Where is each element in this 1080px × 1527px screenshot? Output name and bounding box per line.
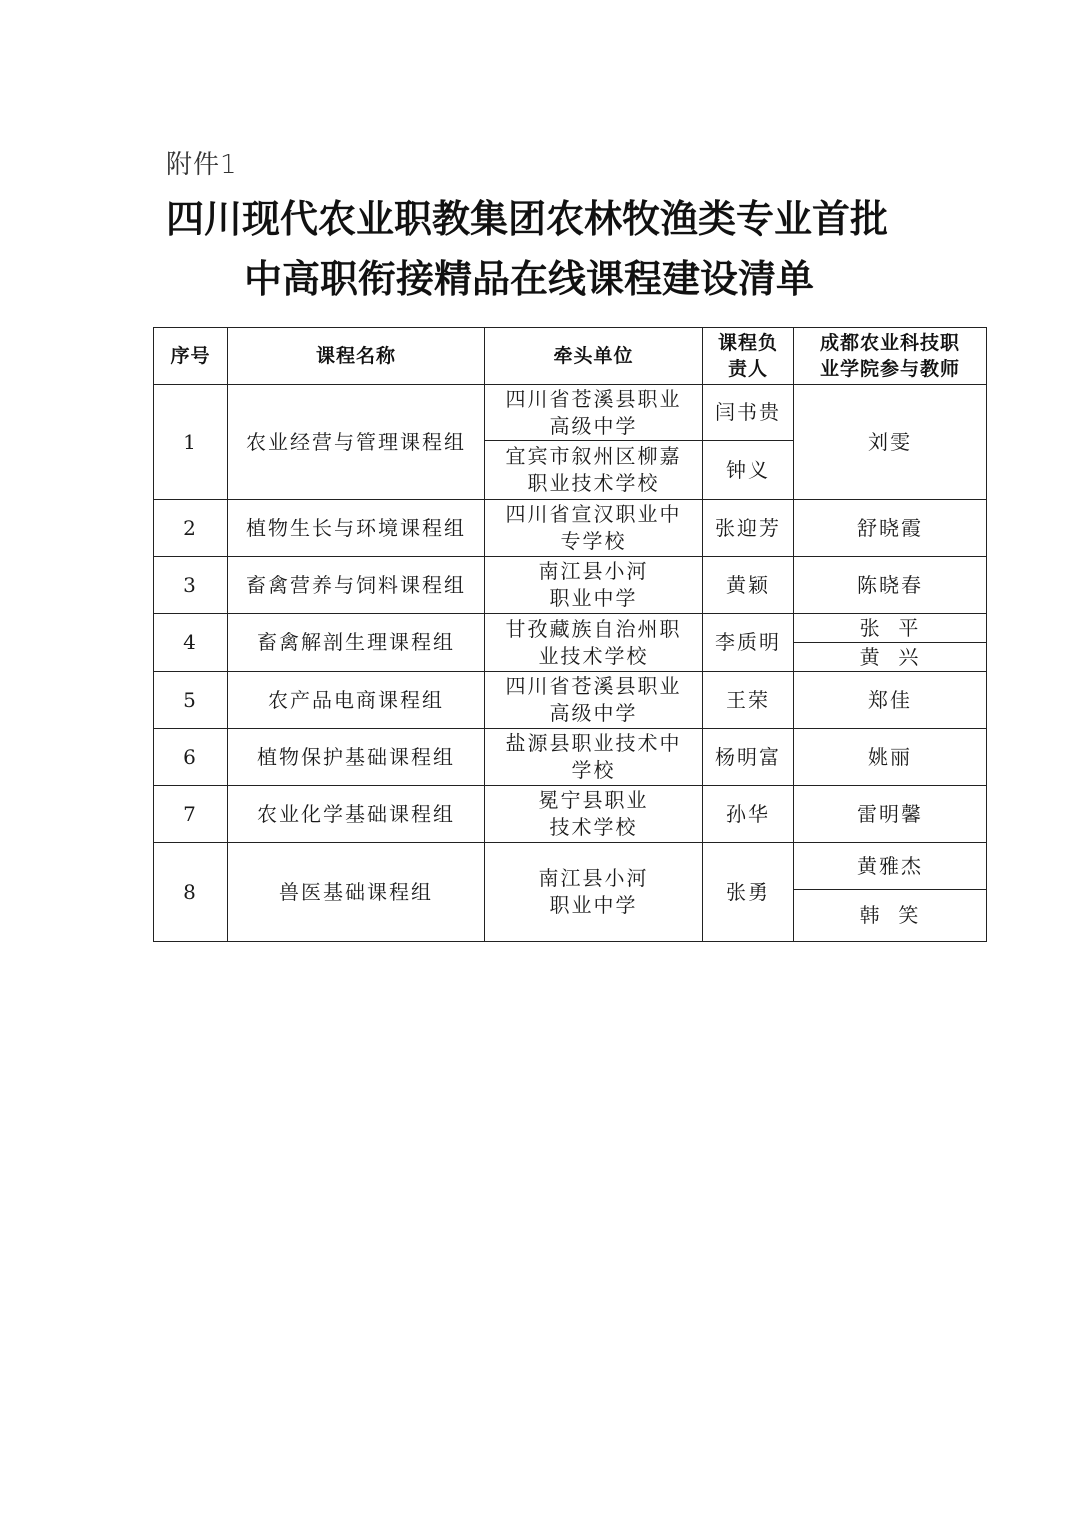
lead-unit-line1: 四川省苍溪县职业 — [505, 386, 682, 411]
table-row — [154, 843, 987, 890]
header-teacher — [794, 328, 987, 385]
lead-unit — [485, 614, 703, 672]
teacher: 姚丽 — [794, 729, 987, 786]
lead-unit-line1: 四川省宣汉职业中 — [505, 502, 682, 526]
teacher: 张 平 — [794, 614, 987, 643]
course-name: 畜禽解剖生理课程组 — [228, 614, 485, 672]
table-row — [154, 786, 987, 843]
course-lead: 张勇 — [703, 843, 794, 942]
row-no: 5 — [154, 672, 228, 729]
lead-unit-line1: 南江县小河 — [538, 559, 649, 583]
teacher: 雷明馨 — [794, 786, 987, 843]
page-title-line-1: 四川现代农业职教集团农林牧渔类专业首批 — [166, 197, 889, 241]
course-lead: 闫书贵 — [703, 385, 794, 441]
row-no: 8 — [154, 843, 228, 942]
lead-unit — [485, 786, 703, 843]
lead-unit-line2: 职业技术学校 — [527, 471, 660, 495]
lead-unit — [485, 672, 703, 729]
row-no: 2 — [154, 500, 228, 557]
lead-unit-line2: 技术学校 — [549, 815, 638, 839]
table-row — [154, 500, 987, 557]
row-no: 3 — [154, 557, 228, 614]
lead-unit-line2: 高级中学 — [549, 413, 638, 438]
lead-unit-line2: 专学校 — [560, 529, 627, 553]
row-no: 1 — [154, 385, 228, 500]
lead-unit-line2: 高级中学 — [549, 701, 638, 725]
table-row — [154, 385, 987, 441]
table-row — [154, 672, 987, 729]
row-no: 6 — [154, 729, 228, 786]
table-row — [154, 729, 987, 786]
lead-unit-line2: 职业中学 — [549, 893, 638, 917]
header-teacher-line1: 成都农业科技职 — [819, 332, 960, 354]
row-no: 4 — [154, 614, 228, 672]
lead-unit — [485, 557, 703, 614]
teacher: 舒晓霞 — [794, 500, 987, 557]
table-row — [154, 557, 987, 614]
teacher: 黄雅杰 — [794, 843, 987, 890]
header-course-lead-line1: 课程负 — [717, 332, 778, 354]
course-list-table — [153, 327, 987, 942]
course-lead: 李质明 — [703, 614, 794, 672]
teacher: 黄 兴 — [794, 643, 987, 672]
teacher: 韩 笑 — [794, 890, 987, 942]
course-lead: 张迎芳 — [703, 500, 794, 557]
course-lead: 杨明富 — [703, 729, 794, 786]
teacher: 刘雯 — [794, 385, 987, 500]
course-lead: 钟义 — [703, 441, 794, 500]
lead-unit-line2: 业技术学校 — [538, 643, 649, 668]
course-name: 畜禽营养与饲料课程组 — [228, 557, 485, 614]
course-name: 农业化学基础课程组 — [228, 786, 485, 843]
course-lead: 孙华 — [703, 786, 794, 843]
header-course-name: 课程名称 — [228, 328, 485, 385]
course-name: 兽医基础课程组 — [228, 843, 485, 942]
header-no: 序号 — [154, 328, 228, 385]
course-name: 植物保护基础课程组 — [228, 729, 485, 786]
header-teacher-line2: 业学院参与教师 — [819, 358, 960, 380]
course-name: 植物生长与环境课程组 — [228, 500, 485, 557]
lead-unit-line1: 南江县小河 — [538, 866, 649, 890]
table-header-row — [154, 328, 987, 385]
course-name: 农业经营与管理课程组 — [228, 385, 485, 500]
table-row — [154, 614, 987, 643]
lead-unit-line1: 四川省苍溪县职业 — [505, 674, 682, 698]
lead-unit-line2: 学校 — [571, 758, 616, 782]
lead-unit — [485, 441, 703, 500]
lead-unit — [485, 843, 703, 942]
teacher: 郑佳 — [794, 672, 987, 729]
lead-unit-line1: 盐源县职业技术中 — [505, 731, 682, 755]
header-course-lead — [703, 328, 794, 385]
teacher: 陈晓春 — [794, 557, 987, 614]
lead-unit — [485, 729, 703, 786]
lead-unit — [485, 500, 703, 557]
lead-unit-line1: 冕宁县职业 — [538, 788, 649, 812]
lead-unit-line1: 宜宾市叙州区柳嘉 — [505, 444, 682, 468]
lead-unit-line2: 职业中学 — [549, 586, 638, 610]
header-course-lead-line2: 责人 — [727, 358, 768, 380]
course-lead: 王荣 — [703, 672, 794, 729]
course-lead: 黄颖 — [703, 557, 794, 614]
lead-unit — [485, 385, 703, 441]
attachment-label: 附件1 — [166, 150, 238, 180]
page-title-line-2: 中高职衔接精品在线课程建设清单 — [244, 257, 815, 301]
row-no: 7 — [154, 786, 228, 843]
lead-unit-line1: 甘孜藏族自治州职 — [505, 616, 682, 641]
header-lead-unit: 牵头单位 — [485, 328, 703, 385]
course-name: 农产品电商课程组 — [228, 672, 485, 729]
